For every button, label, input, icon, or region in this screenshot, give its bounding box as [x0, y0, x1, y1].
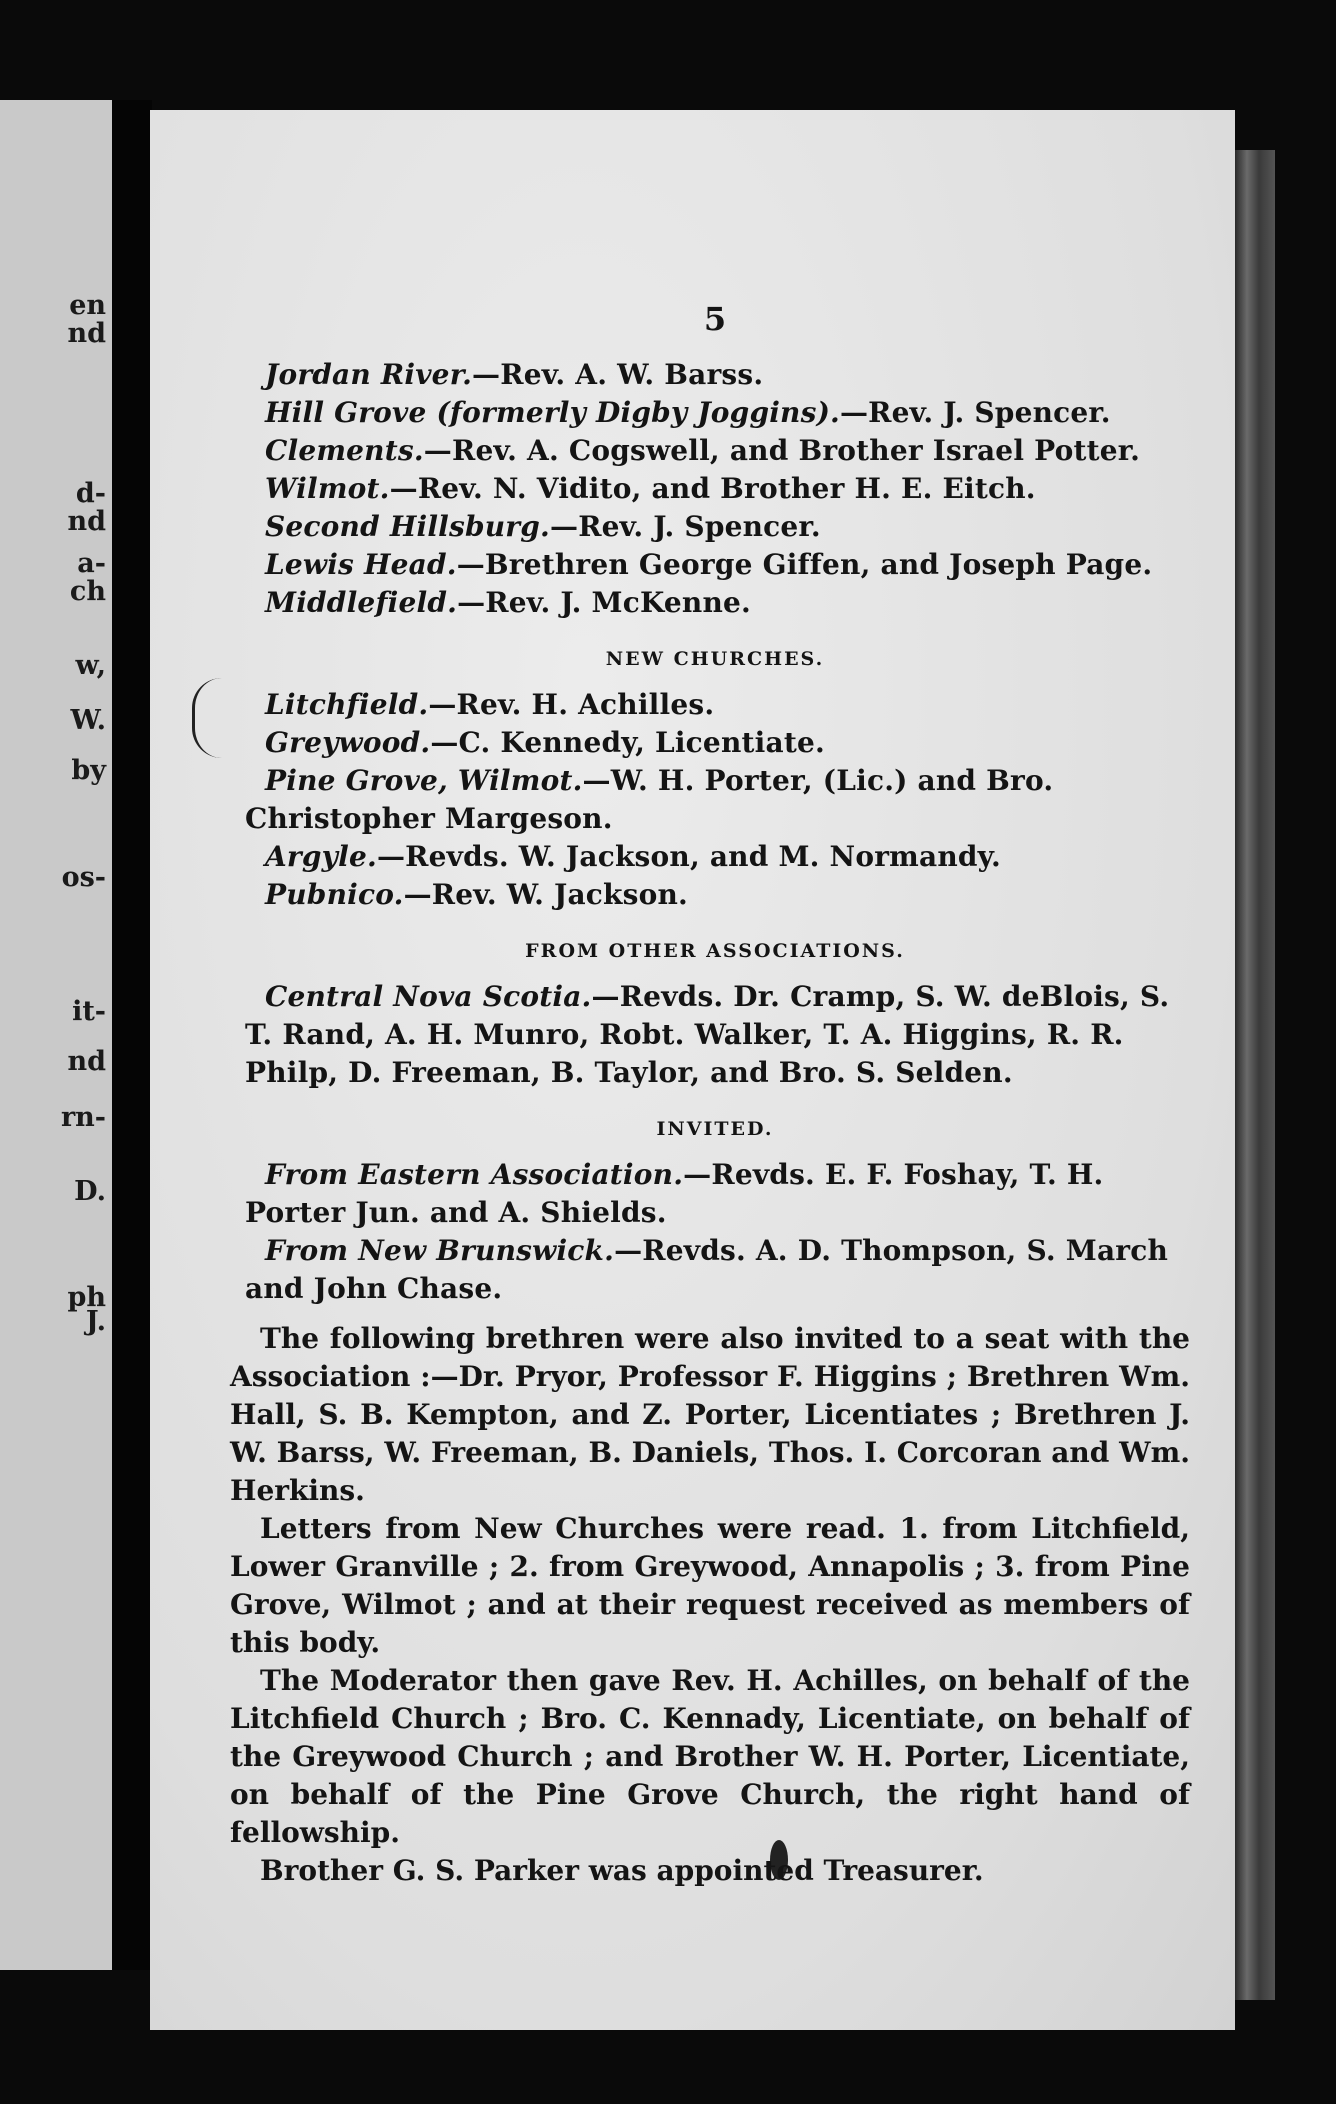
body-paragraphs	[210, 1320, 1190, 1890]
entry-names: —Rev. A. Cogswell, and Brother Israel Potter.	[423, 434, 1141, 467]
entry-place: Middlefield.	[265, 586, 458, 619]
entry-line	[210, 838, 1190, 876]
entry-line	[210, 432, 1190, 470]
entry-line	[210, 1232, 1190, 1308]
right-page	[150, 110, 1235, 2030]
left-page-fragment: a-	[77, 548, 106, 579]
entry-line	[210, 876, 1190, 914]
left-page-fragment: nd	[67, 1046, 106, 1077]
entry-place: From Eastern Association.	[265, 1158, 684, 1191]
left-page-fragment: os-	[61, 862, 106, 893]
left-page-fragment: J.	[85, 1306, 106, 1337]
entry-names: —Brethren George Giffen, and Joseph Page.	[456, 548, 1153, 581]
entry-place: Pine Grove, Wilmot.	[265, 764, 583, 797]
entry-names: —Rev. H. Achilles.	[428, 688, 715, 721]
body-paragraph: The Moderator then gave Rev. H. Achilles, on behalf of the Litchfield Church ; Bro. C. Kennady, Licentiate, on behalf of the Greywood Church ; and Brother W. H. Porter, Licentiate, on behalf of the Pine Grove Church, the right hand of fellowship.	[230, 1664, 1190, 1849]
entry-place: Second Hillsburg.	[265, 510, 550, 543]
entries-invited	[210, 1156, 1190, 1308]
left-page-fragment: W.	[70, 705, 106, 736]
heading-other-associations: FROM OTHER ASSOCIATIONS.	[525, 940, 905, 962]
entry-names: —Revds. Dr. Cramp, S. W. deBlois, S. T. Rand, A. H. Munro, Robt. Walker, T. A. Higgins, R. R. Philp, D. Freeman, B. Taylor, and Bro. S. Selden.	[245, 980, 1170, 1089]
entry-names: —Rev. W. Jackson.	[403, 878, 688, 911]
left-page-fragment: nd	[67, 506, 106, 537]
entry-names: —Revds. E. F. Foshay, T. H. Porter Jun. and A. Shields.	[245, 1158, 1104, 1229]
entries-other-associations	[210, 978, 1190, 1092]
body-paragraph: Letters from New Churches were read. 1. from Litchfield, Lower Granville ; 2. from Greywood, Annapolis ; 3. from Pine Grove, Wilmot ; and at their request received as members of this body.	[230, 1512, 1190, 1659]
body-paragraph: Brother G. S. Parker was appointed Treasurer.	[260, 1854, 984, 1887]
entry-place: Greywood.	[265, 726, 431, 759]
entry-line	[210, 1156, 1190, 1232]
left-page-fragment: w,	[75, 650, 106, 681]
entry-names: —Rev. N. Vidito, and Brother H. E. Eitch.	[389, 472, 1036, 505]
entry-place: Litchfield.	[265, 688, 429, 721]
entry-line	[210, 762, 1190, 838]
entry-names: —W. H. Porter, (Lic.) and Bro. Christopher Margeson.	[245, 764, 1054, 835]
entry-names: —Rev. J. Spencer.	[550, 510, 821, 543]
entries-new-churches	[210, 686, 1190, 914]
left-page-fragment: D.	[74, 1176, 106, 1207]
entry-place: Pubnico.	[265, 878, 404, 911]
entry-line	[210, 686, 1190, 724]
left-page-fragment: rn-	[60, 1102, 106, 1133]
left-page-fragment: ch	[69, 576, 106, 607]
left-page-fragment: ph	[67, 1282, 106, 1313]
entry-line	[210, 508, 1190, 546]
left-page-fragment: en	[69, 290, 106, 321]
body-paragraph: The following brethren were also invited to a seat with the Association :—Dr. Pryor, Professor F. Higgins ; Brethren Wm. Hall, S. B. Kempton, and Z. Porter, Licentiates ; Brethren J. W. Barss, W. Freeman, B. Daniels, Thos. I. Corcoran and Wm. Herkins.	[230, 1322, 1190, 1507]
entry-names: —C. Kennedy, Licentiate.	[430, 726, 825, 759]
entry-place: Hill Grove (formerly Digby Joggins).	[265, 396, 840, 429]
left-page-fragment: d-	[75, 478, 106, 509]
heading-invited: INVITED.	[656, 1118, 774, 1140]
left-page-edge	[0, 100, 112, 1970]
entry-place: From New Brunswick.	[265, 1234, 615, 1267]
entry-names: —Rev. J. Spencer.	[839, 396, 1111, 429]
entry-line	[210, 394, 1190, 432]
page-number: 5	[703, 300, 727, 338]
entry-line	[210, 546, 1190, 584]
book-gutter	[112, 100, 152, 1970]
entry-names: —Revds. A. D. Thompson, S. March and John Chase.	[245, 1234, 1169, 1305]
entry-place: Jordan River.	[265, 358, 473, 391]
entry-names: —Rev. J. McKenne.	[457, 586, 751, 619]
entry-line	[210, 978, 1190, 1092]
left-page-fragment: by	[71, 755, 106, 786]
page-content	[210, 300, 1190, 1890]
entry-names: —Revds. W. Jackson, and M. Normandy.	[376, 840, 1001, 873]
entry-line	[210, 470, 1190, 508]
left-page-fragment: nd	[67, 318, 106, 349]
entry-line	[210, 584, 1190, 622]
entry-place: Argyle.	[265, 840, 377, 873]
entry-place: Lewis Head.	[265, 548, 457, 581]
entries-top	[210, 356, 1190, 622]
entry-names: —Rev. A. W. Barss.	[472, 358, 764, 391]
page-stack-edge	[1235, 150, 1275, 2000]
left-page-fragment: it-	[72, 996, 106, 1027]
heading-new-churches: NEW CHURCHES.	[605, 648, 825, 670]
entry-place: Central Nova Scotia.	[265, 980, 592, 1013]
entry-place: Wilmot.	[265, 472, 390, 505]
entry-line	[210, 724, 1190, 762]
entry-place: Clements.	[265, 434, 424, 467]
entry-line	[210, 356, 1190, 394]
